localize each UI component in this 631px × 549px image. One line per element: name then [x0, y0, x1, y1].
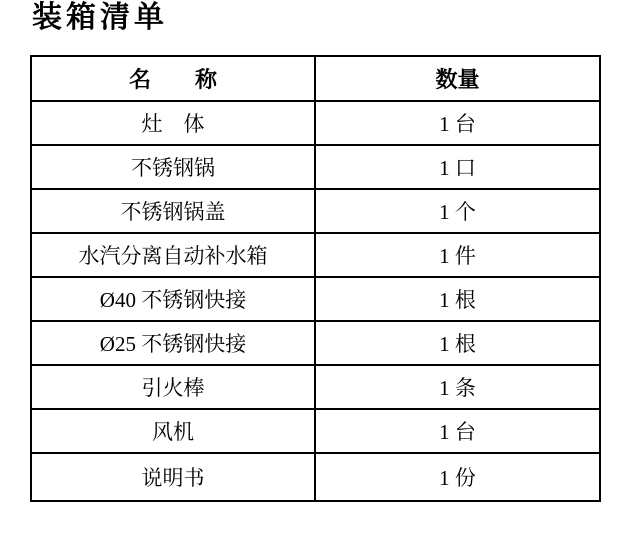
packing-list-table [30, 55, 601, 502]
name-cell: 引火棒 [31, 365, 315, 409]
table-row [31, 189, 600, 233]
name-cell: 灶 体 [31, 101, 315, 145]
table-row [31, 101, 600, 145]
qty-cell: 1 台 [315, 409, 600, 453]
qty-cell: 1 口 [315, 145, 600, 189]
name-cell: 说明书 [31, 453, 315, 501]
name-cell: 不锈钢锅 [31, 145, 315, 189]
qty-cell: 1 根 [315, 277, 600, 321]
table-row [31, 453, 600, 501]
table-row [31, 365, 600, 409]
name-cell: 不锈钢锅盖 [31, 189, 315, 233]
table-row [31, 409, 600, 453]
table-row [31, 321, 600, 365]
name-cell: Ø40 不锈钢快接 [31, 277, 315, 321]
qty-cell: 1 个 [315, 189, 600, 233]
name-cell: Ø25 不锈钢快接 [31, 321, 315, 365]
header-row [31, 56, 600, 101]
qty-cell: 1 台 [315, 101, 600, 145]
table-row [31, 145, 600, 189]
table-row [31, 233, 600, 277]
qty-cell: 1 件 [315, 233, 600, 277]
name-column-header: 名 称 [31, 56, 315, 101]
page-title: 装箱清单 [32, 1, 168, 34]
qty-cell: 1 份 [315, 453, 600, 501]
table-row [31, 277, 600, 321]
name-cell: 水汽分离自动补水箱 [31, 233, 315, 277]
qty-cell: 1 条 [315, 365, 600, 409]
qty-cell: 1 根 [315, 321, 600, 365]
qty-column-header: 数量 [315, 56, 600, 101]
name-cell: 风机 [31, 409, 315, 453]
